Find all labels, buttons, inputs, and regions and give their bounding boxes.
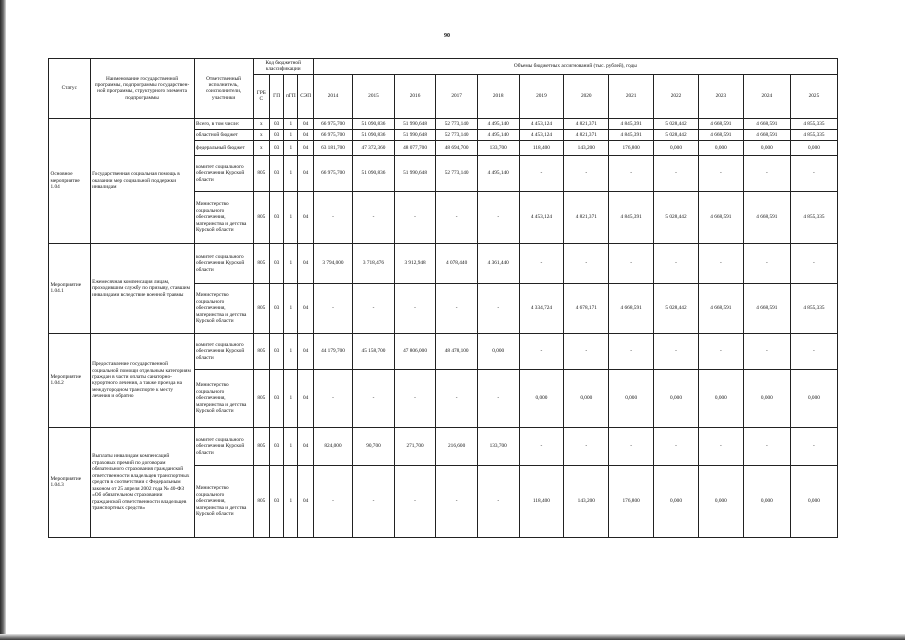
header-year-2019: 2019 xyxy=(519,74,564,118)
table-row xyxy=(49,243,838,283)
value-cell-2020: - xyxy=(564,333,609,369)
value-cell-2019: - xyxy=(519,243,564,283)
value-cell-2020: - xyxy=(564,427,609,465)
value-cell-2019: - xyxy=(519,333,564,369)
header-year-2025: 2025 xyxy=(790,74,837,118)
value-cell-2024: - xyxy=(743,155,790,191)
executor-cell: Министерство социального обеспечения, материнства и детства Курской области xyxy=(194,283,253,333)
value-cell-2016: 51 990,648 xyxy=(394,155,436,191)
value-cell-2025: - xyxy=(790,427,837,465)
header-year-2022: 2022 xyxy=(654,74,699,118)
code-cell: 03 xyxy=(270,369,284,427)
value-cell-2024: 0,000 xyxy=(743,465,790,537)
executor-cell: комитет социального обеспечения Курской области xyxy=(194,243,253,283)
code-cell: 03 xyxy=(270,427,284,465)
value-cell-2015: - xyxy=(353,283,395,333)
value-cell-2020: 143,200 xyxy=(564,465,609,537)
value-cell-2022: 5 028,442 xyxy=(654,191,699,243)
code-cell: 04 xyxy=(298,283,313,333)
status-cell: Мероприятие 1.04.1 xyxy=(49,243,91,333)
value-cell-2022: - xyxy=(654,333,699,369)
value-cell-2023: - xyxy=(698,427,743,465)
value-cell-2023: - xyxy=(698,333,743,369)
code-cell: 805 xyxy=(253,465,269,537)
value-cell-2024: 4 668,591 xyxy=(743,129,790,140)
value-cell-2024: - xyxy=(743,243,790,283)
value-cell-2020: 4 678,171 xyxy=(564,283,609,333)
program-name-cell: Государственная социальная помощь в оказании мер социальной поддержки инвалидам xyxy=(90,118,194,243)
executor-cell: областной бюджет xyxy=(194,129,253,140)
table-row xyxy=(49,427,838,465)
value-cell-2015: - xyxy=(353,369,395,427)
value-cell-2024: - xyxy=(743,427,790,465)
value-cell-2018: 4 495,140 xyxy=(477,118,519,129)
code-cell: 1 xyxy=(284,191,298,243)
value-cell-2020: 143,200 xyxy=(564,140,609,155)
executor-cell: комитет социального обеспечения Курской области xyxy=(194,427,253,465)
value-cell-2022: 5 028,442 xyxy=(654,129,699,140)
header-code-group: Код бюджетной классификации xyxy=(253,59,313,75)
code-cell: х xyxy=(253,118,269,129)
header-year-2024: 2024 xyxy=(743,74,790,118)
value-cell-2023: 4 668,591 xyxy=(698,118,743,129)
code-cell: 03 xyxy=(270,465,284,537)
code-cell: 03 xyxy=(270,129,284,140)
code-cell: 1 xyxy=(284,369,298,427)
value-cell-2017: 48 694,700 xyxy=(436,140,478,155)
header-code-col: пГП xyxy=(284,74,298,118)
value-cell-2014: - xyxy=(313,191,352,243)
executor-cell: Министерство социального обеспечения, материнства и детства Курской области xyxy=(194,465,253,537)
value-cell-2022: 5 028,442 xyxy=(654,283,699,333)
value-cell-2018: 4 361,440 xyxy=(477,243,519,283)
code-cell: 03 xyxy=(270,155,284,191)
code-cell: 1 xyxy=(284,333,298,369)
value-cell-2016: - xyxy=(394,369,436,427)
value-cell-2016: 47 806,000 xyxy=(394,333,436,369)
value-cell-2019: 4 453,124 xyxy=(519,118,564,129)
status-cell: Мероприятие 1.04.3 xyxy=(49,427,91,537)
value-cell-2018: 133,700 xyxy=(477,427,519,465)
header-name: Наименование государственной программы, подпрограммы государствен-ной программы, структурного элемента подпрограммы xyxy=(90,59,194,119)
code-cell: 04 xyxy=(298,140,313,155)
value-cell-2020: - xyxy=(564,155,609,191)
value-cell-2015: 3 718,476 xyxy=(353,243,395,283)
value-cell-2025: - xyxy=(790,243,837,283)
value-cell-2019: 118,400 xyxy=(519,465,564,537)
value-cell-2020: - xyxy=(564,243,609,283)
value-cell-2025: - xyxy=(790,333,837,369)
code-cell: 04 xyxy=(298,155,313,191)
value-cell-2017: - xyxy=(436,191,478,243)
code-cell: 03 xyxy=(270,118,284,129)
value-cell-2014: - xyxy=(313,283,352,333)
header-code-col: ГП xyxy=(270,74,284,118)
code-cell: 1 xyxy=(284,243,298,283)
table-body xyxy=(49,118,838,537)
code-cell: 04 xyxy=(298,118,313,129)
value-cell-2023: 4 668,591 xyxy=(698,283,743,333)
value-cell-2017: 4 078,440 xyxy=(436,243,478,283)
code-cell: 1 xyxy=(284,465,298,537)
value-cell-2021: - xyxy=(609,243,654,283)
value-cell-2024: 4 668,591 xyxy=(743,191,790,243)
page-number: 90 xyxy=(444,33,450,39)
value-cell-2021: - xyxy=(609,155,654,191)
code-cell: 805 xyxy=(253,283,269,333)
code-cell: 805 xyxy=(253,191,269,243)
code-cell: 805 xyxy=(253,427,269,465)
value-cell-2014: 44 179,700 xyxy=(313,333,352,369)
code-cell: 03 xyxy=(270,333,284,369)
value-cell-2021: 176,800 xyxy=(609,465,654,537)
code-cell: 04 xyxy=(298,369,313,427)
value-cell-2015: 51 090,836 xyxy=(353,118,395,129)
value-cell-2017: 52 773,140 xyxy=(436,155,478,191)
code-cell: 1 xyxy=(284,283,298,333)
code-cell: 03 xyxy=(270,283,284,333)
value-cell-2023: 4 668,591 xyxy=(698,129,743,140)
table-row xyxy=(49,118,838,129)
header-years-title: Объемы бюджетных ассигнований (тыс. рублей), годы xyxy=(313,59,837,75)
value-cell-2024: 0,000 xyxy=(743,369,790,427)
value-cell-2022: - xyxy=(654,155,699,191)
program-name-cell: Ежемесячная компенсация лицам, проходившим службу по призыву, ставшим инвалидами вследствие военной травмы xyxy=(90,243,194,333)
value-cell-2016: 271,700 xyxy=(394,427,436,465)
value-cell-2022: 5 028,442 xyxy=(654,118,699,129)
value-cell-2014: - xyxy=(313,465,352,537)
header-year-2020: 2020 xyxy=(564,74,609,118)
code-cell: 805 xyxy=(253,333,269,369)
value-cell-2016: 51 990,648 xyxy=(394,129,436,140)
value-cell-2014: 3 794,000 xyxy=(313,243,352,283)
value-cell-2021: - xyxy=(609,333,654,369)
code-cell: 1 xyxy=(284,140,298,155)
value-cell-2017: 48 478,100 xyxy=(436,333,478,369)
header-year-2017: 2017 xyxy=(436,74,478,118)
value-cell-2017: - xyxy=(436,283,478,333)
value-cell-2025: 4 855,335 xyxy=(790,191,837,243)
value-cell-2023: 4 668,591 xyxy=(698,191,743,243)
value-cell-2025: 0,000 xyxy=(790,369,837,427)
value-cell-2021: 4 845,391 xyxy=(609,118,654,129)
value-cell-2019: 4 453,124 xyxy=(519,129,564,140)
value-cell-2022: 0,000 xyxy=(654,369,699,427)
code-cell: 805 xyxy=(253,243,269,283)
value-cell-2018: - xyxy=(477,465,519,537)
value-cell-2025: 4 855,335 xyxy=(790,283,837,333)
value-cell-2014: 63 181,700 xyxy=(313,140,352,155)
value-cell-2019: 4 453,124 xyxy=(519,191,564,243)
header-status: Статус xyxy=(49,59,91,119)
header-year-2021: 2021 xyxy=(609,74,654,118)
value-cell-2022: 0,000 xyxy=(654,140,699,155)
executor-cell: комитет социального обеспечения Курской области xyxy=(194,155,253,191)
value-cell-2023: 0,000 xyxy=(698,465,743,537)
value-cell-2025: 0,000 xyxy=(790,465,837,537)
value-cell-2018: 4 495,140 xyxy=(477,155,519,191)
value-cell-2020: 4 821,371 xyxy=(564,118,609,129)
value-cell-2018: - xyxy=(477,191,519,243)
value-cell-2014: 66 975,700 xyxy=(313,129,352,140)
value-cell-2021: 4 845,391 xyxy=(609,129,654,140)
value-cell-2022: - xyxy=(654,427,699,465)
value-cell-2016: 48 077,700 xyxy=(394,140,436,155)
value-cell-2022: - xyxy=(654,243,699,283)
value-cell-2025: 0,000 xyxy=(790,140,837,155)
header-code-col: СЭП xyxy=(298,74,313,118)
value-cell-2015: 90,700 xyxy=(353,427,395,465)
value-cell-2021: - xyxy=(609,427,654,465)
value-cell-2020: 4 821,371 xyxy=(564,129,609,140)
value-cell-2020: 4 821,371 xyxy=(564,191,609,243)
code-cell: 1 xyxy=(284,427,298,465)
value-cell-2015: - xyxy=(353,465,395,537)
value-cell-2018: 133,700 xyxy=(477,140,519,155)
code-cell: х xyxy=(253,129,269,140)
value-cell-2023: 0,000 xyxy=(698,140,743,155)
value-cell-2023: - xyxy=(698,155,743,191)
value-cell-2024: - xyxy=(743,333,790,369)
header-year-2015: 2015 xyxy=(353,74,395,118)
code-cell: 805 xyxy=(253,155,269,191)
value-cell-2021: 4 845,391 xyxy=(609,191,654,243)
executor-cell: Министерство социального обеспечения, материнства и детства Курской области xyxy=(194,369,253,427)
value-cell-2024: 0,000 xyxy=(743,140,790,155)
code-cell: 805 xyxy=(253,369,269,427)
value-cell-2014: - xyxy=(313,369,352,427)
value-cell-2015: 51 090,836 xyxy=(353,155,395,191)
value-cell-2016: - xyxy=(394,465,436,537)
value-cell-2014: 66 975,700 xyxy=(313,118,352,129)
status-cell: Мероприятие 1.04.2 xyxy=(49,333,91,427)
header-code-col: ГРБС xyxy=(253,74,269,118)
value-cell-2015: 45 158,700 xyxy=(353,333,395,369)
program-name-cell: Предоставление государственной социальной помощи отдельным категориям граждан в части оплаты санаторно-курортного лечения, а также проезда на междугородном транспорте к месту лечения и обратно xyxy=(90,333,194,427)
value-cell-2015: 51 090,836 xyxy=(353,129,395,140)
header-year-2016: 2016 xyxy=(394,74,436,118)
value-cell-2019: 118,400 xyxy=(519,140,564,155)
value-cell-2017: 52 773,140 xyxy=(436,118,478,129)
code-cell: 04 xyxy=(298,243,313,283)
code-cell: х xyxy=(253,140,269,155)
value-cell-2021: 0,000 xyxy=(609,369,654,427)
value-cell-2016: - xyxy=(394,191,436,243)
value-cell-2016: 3 912,948 xyxy=(394,243,436,283)
value-cell-2015: - xyxy=(353,191,395,243)
scan-shadow-left xyxy=(0,0,6,640)
budget-table xyxy=(48,58,838,538)
value-cell-2025: 4 855,335 xyxy=(790,118,837,129)
value-cell-2024: 4 668,591 xyxy=(743,118,790,129)
scan-shadow-bottom xyxy=(0,634,905,640)
code-cell: 04 xyxy=(298,333,313,369)
value-cell-2025: 4 855,335 xyxy=(790,129,837,140)
value-cell-2019: 0,000 xyxy=(519,369,564,427)
code-cell: 04 xyxy=(298,191,313,243)
value-cell-2018: 0,000 xyxy=(477,333,519,369)
value-cell-2018: - xyxy=(477,283,519,333)
value-cell-2023: - xyxy=(698,243,743,283)
code-cell: 04 xyxy=(298,427,313,465)
value-cell-2017: 52 773,140 xyxy=(436,129,478,140)
code-cell: 1 xyxy=(284,155,298,191)
table-row xyxy=(49,333,838,369)
value-cell-2017: 216,600 xyxy=(436,427,478,465)
header-executor: Ответственный исполнитель, соисполнители, участники xyxy=(194,59,253,119)
code-cell: 03 xyxy=(270,140,284,155)
value-cell-2020: 0,000 xyxy=(564,369,609,427)
value-cell-2017: - xyxy=(436,465,478,537)
code-cell: 1 xyxy=(284,129,298,140)
value-cell-2015: 47 372,360 xyxy=(353,140,395,155)
value-cell-2018: - xyxy=(477,369,519,427)
header-year-2023: 2023 xyxy=(698,74,743,118)
value-cell-2022: 0,000 xyxy=(654,465,699,537)
value-cell-2025: - xyxy=(790,155,837,191)
code-cell: 1 xyxy=(284,118,298,129)
executor-cell: федеральный бюджет xyxy=(194,140,253,155)
code-cell: 03 xyxy=(270,243,284,283)
value-cell-2024: 4 668,591 xyxy=(743,283,790,333)
value-cell-2021: 4 668,591 xyxy=(609,283,654,333)
value-cell-2019: - xyxy=(519,155,564,191)
value-cell-2023: 0,000 xyxy=(698,369,743,427)
value-cell-2018: 4 495,140 xyxy=(477,129,519,140)
code-cell: 04 xyxy=(298,465,313,537)
value-cell-2019: 4 334,724 xyxy=(519,283,564,333)
table-header xyxy=(49,59,838,119)
code-cell: 04 xyxy=(298,129,313,140)
value-cell-2021: 176,800 xyxy=(609,140,654,155)
value-cell-2016: 51 990,648 xyxy=(394,118,436,129)
value-cell-2014: 824,000 xyxy=(313,427,352,465)
value-cell-2014: 66 975,700 xyxy=(313,155,352,191)
value-cell-2019: - xyxy=(519,427,564,465)
value-cell-2017: - xyxy=(436,369,478,427)
executor-cell: Всего, в том числе: xyxy=(194,118,253,129)
header-year-2018: 2018 xyxy=(477,74,519,118)
executor-cell: Министерство социального обеспечения, материнства и детства Курской области xyxy=(194,191,253,243)
header-year-2014: 2014 xyxy=(313,74,352,118)
value-cell-2016: - xyxy=(394,283,436,333)
program-name-cell: Выплаты инвалидам компенсаций страховых премий по договорам обязательного страхования гражданской ответственности владельцев транспортных средств в соответствии с Федеральным законом от 25 апреля 2002 года № 40-ФЗ «Об обязательном страховании гражданской ответственности владельцев транспортных средств» xyxy=(90,427,194,537)
executor-cell: комитет социального обеспечения Курской области xyxy=(194,333,253,369)
code-cell: 03 xyxy=(270,191,284,243)
status-cell: Основное мероприятие 1.04 xyxy=(49,118,91,243)
